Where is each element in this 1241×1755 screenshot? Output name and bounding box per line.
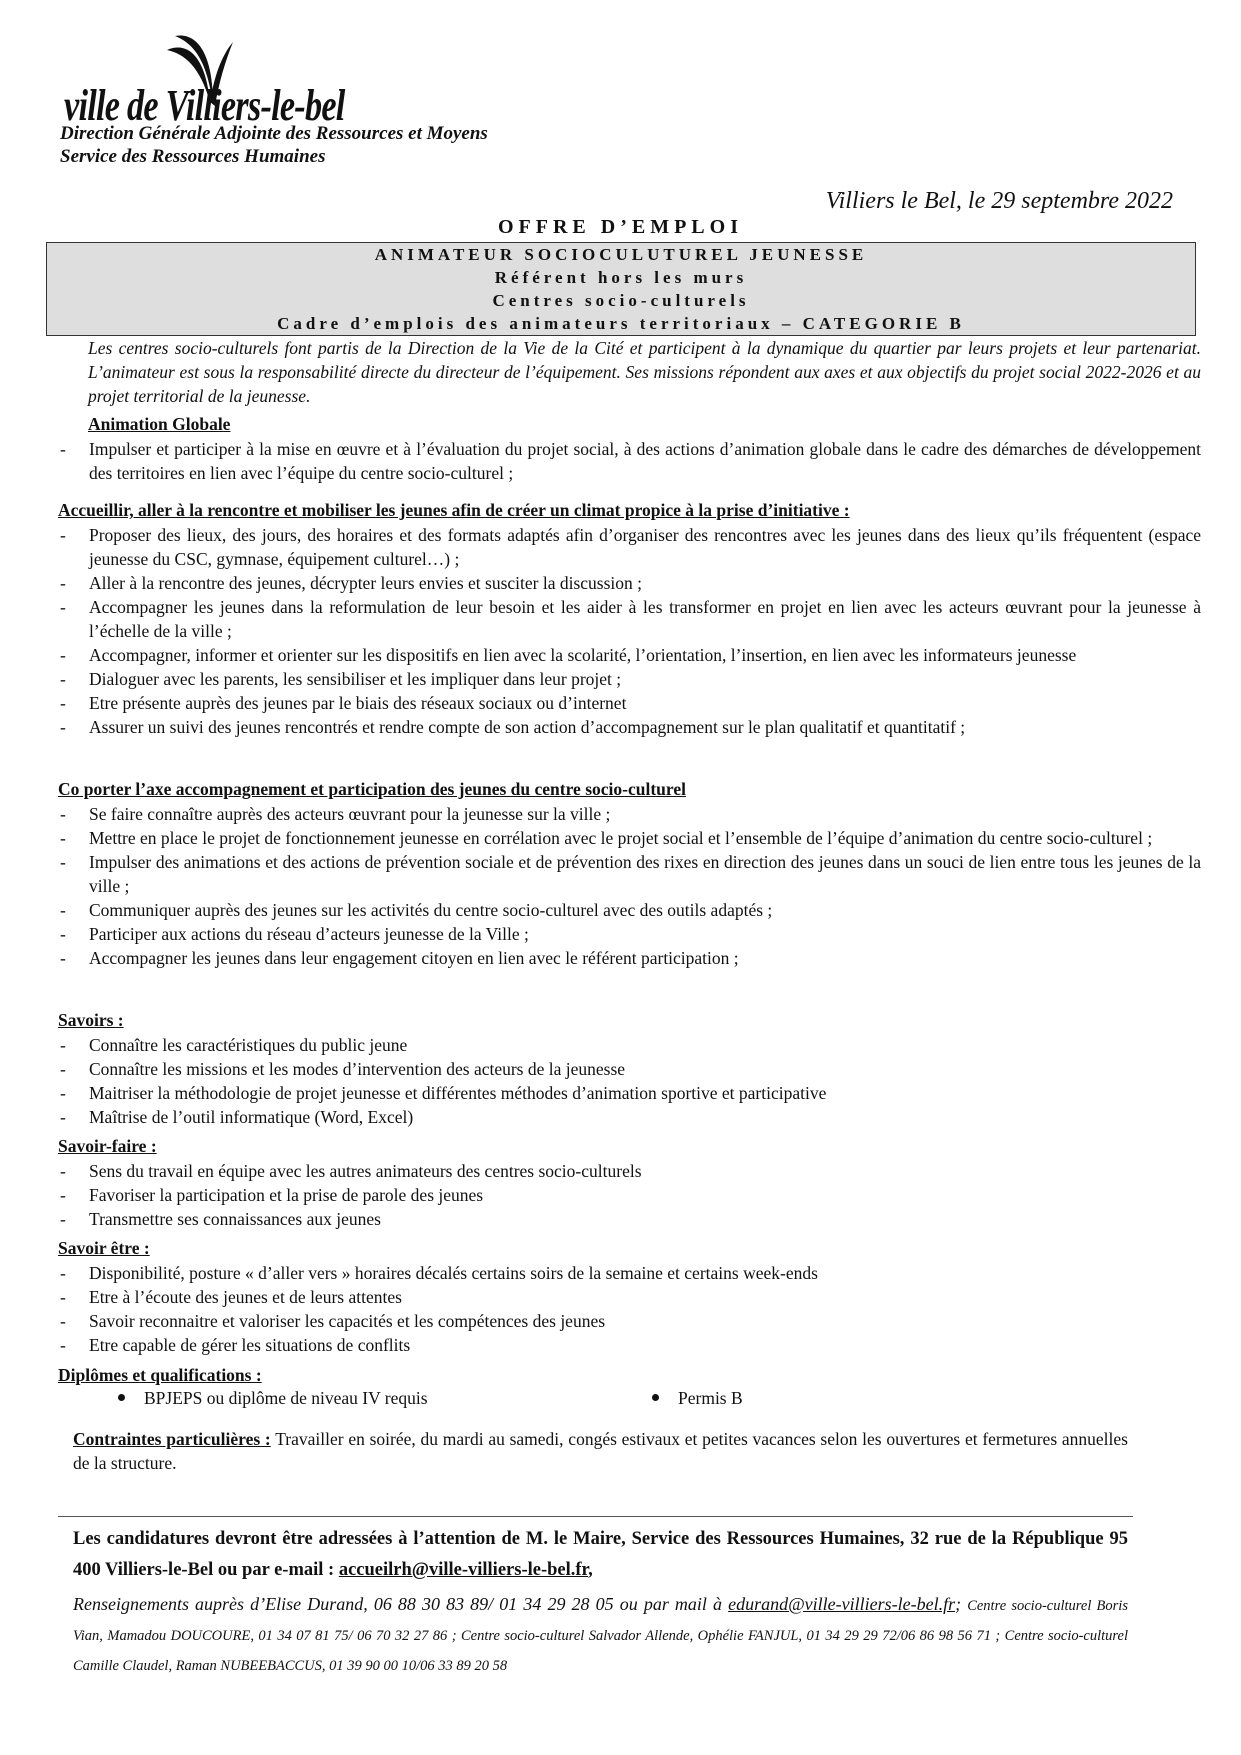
license-text: Permis B [678, 1388, 743, 1408]
bullet-icon [118, 1394, 125, 1401]
list-savoir-faire [58, 1159, 1201, 1231]
list-item: - Accompagner les jeunes dans la reformulation de leur besoin et les aider à les transformer en projet en lien avec les acteurs œuvrant pour la jeunesse à l’échelle de la ville ; [58, 595, 1201, 643]
diploma-text: BPJEPS ou diplôme de niveau IV requis [144, 1388, 428, 1408]
list-item: - Etre capable de gérer les situations de conflits [58, 1333, 1201, 1357]
section-title-accueillir: Accueillir, aller à la rencontre et mobiliser les jeunes afin de créer un climat propice à la prise d’initiative : [58, 500, 850, 520]
list-item: - Savoir reconnaitre et valoriser les capacités et les compétences des jeunes [58, 1309, 1201, 1333]
contraintes-title: Contraintes particulières : [73, 1429, 271, 1449]
list-item: - Accompagner, informer et orienter sur les dispositifs en lien avec la scolarité, l’orientation, l’insertion, en lien avec les informateurs jeunesse [58, 643, 1201, 667]
list-item: - Accompagner les jeunes dans leur engagement citoyen en lien avec le référent participation ; [58, 946, 1201, 970]
intro-paragraph: Les centres socio-culturels font partis de la Direction de la Vie de la Cité et participent à la dynamique du quartier par leurs projets et leur partenariat. L’animateur est sous la responsabilité directe du directeur de l’équipement. Ses missions répondent aux axes et aux objectifs du projet social 2022-2026 et au projet territorial de la jeunesse. [88, 338, 1201, 406]
diploma-item [118, 1388, 428, 1409]
section-title-savoir-faire: Savoir-faire : [58, 1136, 157, 1156]
list-item: - Aller à la rencontre des jeunes, décrypter leurs envies et susciter la discussion ; [58, 571, 1201, 595]
list-item: - Connaître les caractéristiques du public jeune [58, 1033, 1201, 1057]
list-savoirs [58, 1033, 1201, 1129]
list-item: - Etre présente auprès des jeunes par le biais des réseaux sociaux ou d’internet [58, 691, 1201, 715]
list-item: - Impulser des animations et des actions de prévention sociale et de prévention des rixes en direction des jeunes dans un souci de lien entre tous les jeunes de la ville ; [58, 850, 1201, 898]
offre-heading: OFFRE D’EMPLOI [498, 216, 743, 238]
job-category: Cadre d’emplois des animateurs territoriaux – CATEGORIE B [277, 314, 965, 333]
list-item: - Maitriser la méthodologie de projet jeunesse et différentes méthodes d’animation sportive et participative [58, 1081, 1201, 1105]
renseignements-sep: ; [955, 1594, 968, 1614]
section-title-diplomes: Diplômes et qualifications : [58, 1365, 262, 1385]
list-item: - Favoriser la participation et la prise de parole des jeunes [58, 1183, 1201, 1207]
job-title-box [46, 242, 1196, 336]
list-item: - Assurer un suivi des jeunes rencontrés et rendre compte de son action d’accompagnement sur le plan qualitatif et quantitatif ; [58, 715, 1201, 739]
candidatures-suffix: , [588, 1560, 593, 1580]
list-item: - Connaître les missions et les modes d’intervention des acteurs de la jeunesse [58, 1057, 1201, 1081]
section-title-animation: Animation Globale [88, 414, 231, 434]
list-item: - Dialoguer avec les parents, les sensibiliser et les impliquer dans leur projet ; [58, 667, 1201, 691]
list-item: - Se faire connaître auprès des acteurs œuvrant pour la jeunesse sur la ville ; [58, 802, 1201, 826]
job-title: ANIMATEUR SOCIOCULUTUREL JEUNESSE [374, 245, 868, 264]
candidatures-text: Les candidatures devront être adressées à l’attention de M. le Maire, Service des Ressources Humaines, 32 rue de la République 95 400 Villiers-le-Bel ou par e-mail : [73, 1529, 1128, 1580]
list-item: - Communiquer auprès des jeunes sur les activités du centre socio-culturel avec des outils adaptés ; [58, 898, 1201, 922]
renseignements-text: Renseignements auprès d’Elise Durand, 06 88 30 83 89/ 01 34 29 28 05 ou par mail à [73, 1594, 729, 1614]
license-item [652, 1388, 743, 1409]
contraintes-text: Travailler en soirée, du mardi au samedi, congés estivaux et petites vacances selon les ouvertures et fermetures annuelles de la structure. [73, 1429, 1128, 1473]
list-accueillir [58, 523, 1201, 739]
separator-line [58, 1516, 1133, 1517]
list-animation [58, 437, 1201, 485]
job-subtitle: Référent hors les murs [494, 268, 748, 287]
email-link-durand[interactable]: edurand@ville-villiers-le-bel.fr [728, 1594, 956, 1614]
date-line: Villiers le Bel, le 29 septembre 2022 [825, 188, 1173, 214]
list-item: - Proposer des lieux, des jours, des horaires et des formats adaptés afin d’organiser des rencontres avec les jeunes dans des lieux qu’ils fréquentent (espace jeunesse du CSC, gymnase, équipement culturel…) ; [58, 523, 1201, 571]
list-coporter [58, 802, 1201, 970]
logo-text: ville de Villiers-le-bel [64, 81, 345, 130]
renseignements-paragraph [73, 1590, 1128, 1680]
section-title-savoirs: Savoirs : [58, 1010, 124, 1030]
list-item: - Etre à l’écoute des jeunes et de leurs attentes [58, 1285, 1201, 1309]
centre-contacts: Centre socio-culturel Boris Vian, Mamadou DOUCOURE, 01 34 07 81 75/ 06 70 32 27 86 ; Centre socio-culturel Salvador Allende, Ophélie FANJUL, 01 34 29 29 72/06 86 98 56 71 ; Centre socio-culturel Camille Claudel, Raman NUBEEBACCUS, 01 39 90 00 10/06 33 89 20 58 [73, 1598, 1128, 1674]
bullet-icon [652, 1394, 659, 1401]
list-savoir-etre [58, 1261, 1201, 1357]
direction-line: Direction Générale Adjointe des Ressources et Moyens [60, 123, 488, 144]
section-title-coporter: Co porter l’axe accompagnement et participation des jeunes du centre socio-culturel [58, 779, 686, 799]
list-item: - Sens du travail en équipe avec les autres animateurs des centres socio-culturels [58, 1159, 1201, 1183]
service-line: Service des Ressources Humaines [60, 146, 326, 167]
list-item: - Mettre en place le projet de fonctionnement jeunesse en corrélation avec le projet social et l’ensemble de l’équipe d’animation du centre socio-culturel ; [58, 826, 1201, 850]
list-item: - Disponibilité, posture « d’aller vers » horaires décalés certains soirs de la semaine et certains week-ends [58, 1261, 1201, 1285]
job-location: Centres socio-culturels [492, 291, 750, 310]
contraintes-paragraph [73, 1427, 1128, 1475]
list-item: - Maîtrise de l’outil informatique (Word, Excel) [58, 1105, 1201, 1129]
list-item: - Transmettre ses connaissances aux jeunes [58, 1207, 1201, 1231]
list-item: - Impulser et participer à la mise en œuvre et à l’évaluation du projet social, à des actions d’animation globale dans le cadre des démarches de développement des territoires en lien avec l’équipe du centre socio-culturel ; [58, 437, 1201, 485]
list-item: - Participer aux actions du réseau d’acteurs jeunesse de la Ville ; [58, 922, 1201, 946]
candidatures-paragraph [73, 1524, 1128, 1586]
section-title-savoir-etre: Savoir être : [58, 1238, 150, 1258]
email-link-rh[interactable]: accueilrh@ville-villiers-le-bel.fr [338, 1560, 589, 1580]
